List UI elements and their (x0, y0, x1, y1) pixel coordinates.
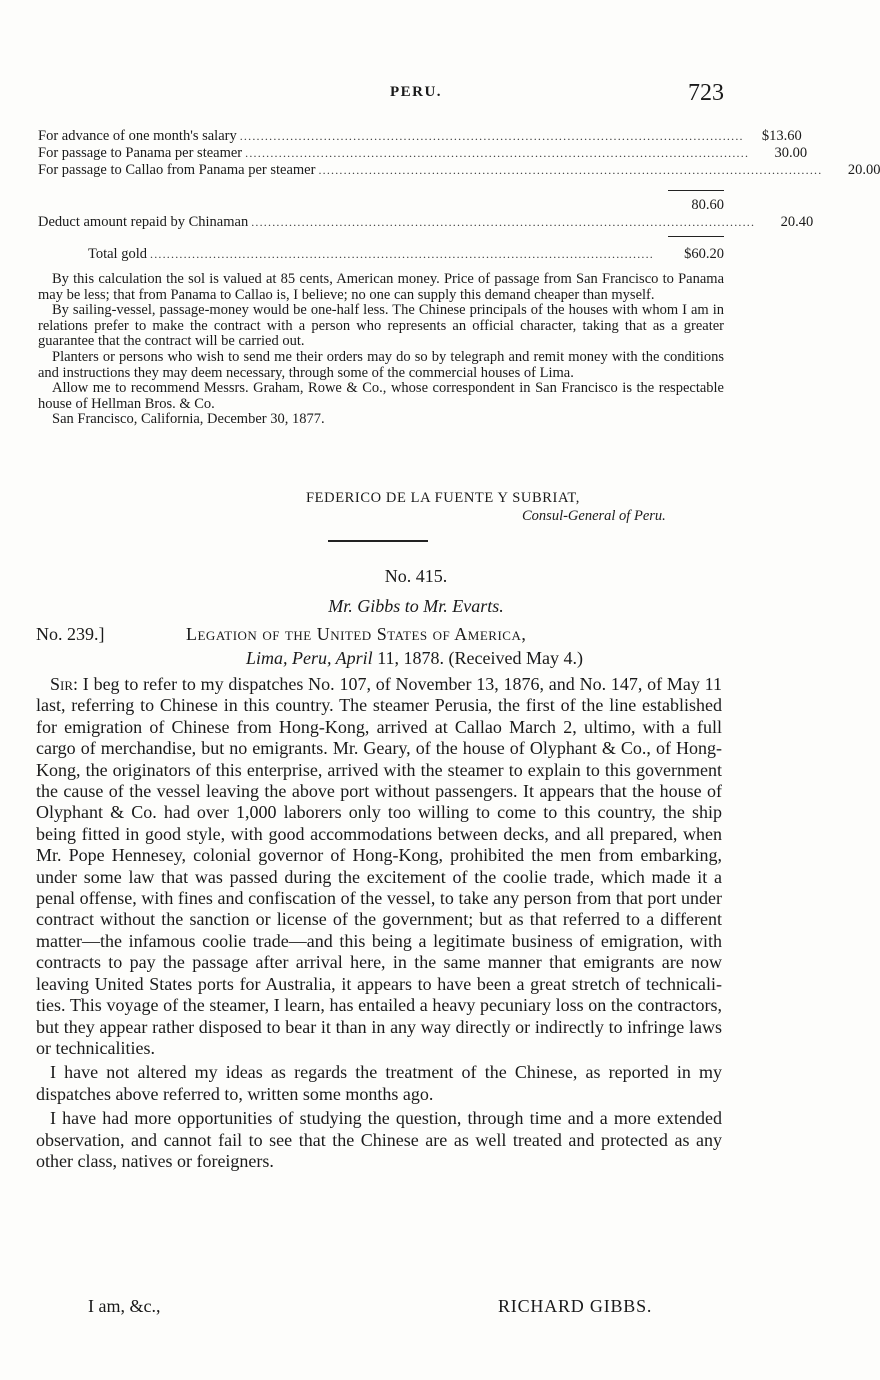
account-row (38, 128, 802, 144)
paragraph: Allow me to recommend Messrs. Graham, Rowe & Co., whose correspondent in San Francisco is the respectable house of Hellman Bros. & Co. (38, 380, 724, 412)
letter-body (38, 272, 724, 428)
sum-rule (668, 190, 724, 191)
dispatch-number: No. 239.] (36, 624, 105, 644)
account-row (38, 214, 814, 230)
paragraph-text: I beg to refer to my dispatches No. 107, of November 13, 1876, and No. 147, of May 11 last, referring to Chinese in this country. The steamer Perusia, the first of the line established for emigration of Chinese from Hong-Kong, arrived at Callao March 2, ultimo, with a full cargo of merchandise, but no emigrants. Mr. Geary, of the house of Olyphant & Co., of Hong-Kong, the originators of this enterprise, arrived with the steamer to explain to this government the cause of the vessel leaving the above port without passengers. It appears that the house of Olyphant & Co. had over 1,000 laborers only too willing to come to this country, the ship being fitted in good style, with good accommodations between decks, and all prepared, when Mr. Pope Hennesey, colonial governor of Hong-Kong, prohibited the men from embarking, under some law that was passed during the excitement of the coolie trade, which made it a penal offense, with fines and confiscation of the vessel, to take any person from that port under contract without the sanction or license of the government; but as that referred to a different matter—the infamous coolie trade—and this being a legitimate business of emigration, with contracts to pay the passage after arrival here, in the same manner that emigrants are now leaving United States ports for Australia, it appears to have been a great stretch of technicalities. This voyage of the steamer, I learn, has entailed a heavy pecuniary loss on the contractors, but they appear rather disposed to bear it than in any way directly or indirectly to infringe laws or technicalities. (36, 674, 722, 1058)
paragraph: I have not altered my ideas as regards the treatment of the Chinese, as reported in my dispatches above referred to, written some months ago. (36, 1062, 722, 1104)
paragraph: San Francisco, California, December 30, 1877. (52, 411, 325, 428)
leader-dots: ........................................................................................................................ (239, 129, 744, 143)
paragraph: By sailing-vessel, passage-money would be one-half less. The Chinese principals of the houses with whom I am in relations prefer to make the contract with a person who represents an official character, taking that as a greater guarantee that the contract will be carried out. (38, 302, 724, 350)
dispatch-body (36, 674, 722, 1172)
account-row (38, 145, 808, 161)
account-label: Total gold (88, 246, 147, 262)
signature-title: Consul-General of Peru. (522, 508, 666, 524)
account-amount: 20.00 (847, 162, 880, 178)
account-label: For advance of one month's salary (38, 128, 237, 144)
salutation: Sir: (50, 674, 79, 694)
leader-dots: ........................................................................................................................ (251, 215, 756, 229)
paragraph: Planters or persons who wish to send me their orders may do so by telegraph and remit money with the conditions and instructions they may deem necessary, through some of the commercial houses of Lima. (38, 348, 724, 381)
account-row (38, 162, 880, 178)
account-amount: $60.20 (684, 246, 724, 262)
document-number: No. 415. (384, 566, 448, 586)
paragraph (36, 674, 722, 1059)
place: Lima, Peru, April (246, 648, 373, 668)
account-subtotal: 80.60 (691, 197, 724, 213)
sum-rule (668, 236, 724, 237)
account-label: Deduct amount repaid by Chinaman (38, 214, 249, 230)
place-date (246, 648, 583, 669)
signature: FEDERICO DE LA FUENTE Y SUBRIAT, (306, 490, 581, 506)
date-received: 11, 1878. (Received May 4.) (377, 648, 583, 668)
account-amount: $13.60 (761, 128, 802, 144)
paragraph: By this calculation the sol is valued at 85 cents, American money. Price of passage from San Francisco to Panama may be less; that from Panama to Callao is, I believe; no one can supply this demand cheaper than myself. (38, 271, 724, 303)
paragraph: I have had more opportunities of studying the question, through time and a more extended observation, and cannot fail to see that the Chinese are as well treated and protected as any other class, natives or foreigners. (36, 1108, 722, 1171)
leader-dots: ........................................................................................................................ (150, 247, 654, 261)
account-amount: 20.40 (780, 214, 814, 230)
leader-dots: ........................................................................................................................ (245, 146, 750, 160)
section-divider (328, 540, 428, 542)
closing: I am, &c., (88, 1296, 161, 1316)
account-label: For passage to Panama per steamer (38, 145, 243, 161)
account-total-row (88, 246, 724, 262)
running-header: PERU. (389, 84, 443, 100)
signature: RICHARD GIBBS. (498, 1296, 653, 1316)
page-number: 723 (688, 80, 724, 106)
document-subtitle: Mr. Gibbs to Mr. Evarts. (328, 596, 504, 616)
leader-dots: ........................................................................................................................ (318, 163, 823, 177)
legation-heading: Legation of the United States of America, (186, 624, 527, 644)
account-amount: 30.00 (774, 145, 808, 161)
account-label: For passage to Callao from Panama per steamer (38, 162, 316, 178)
